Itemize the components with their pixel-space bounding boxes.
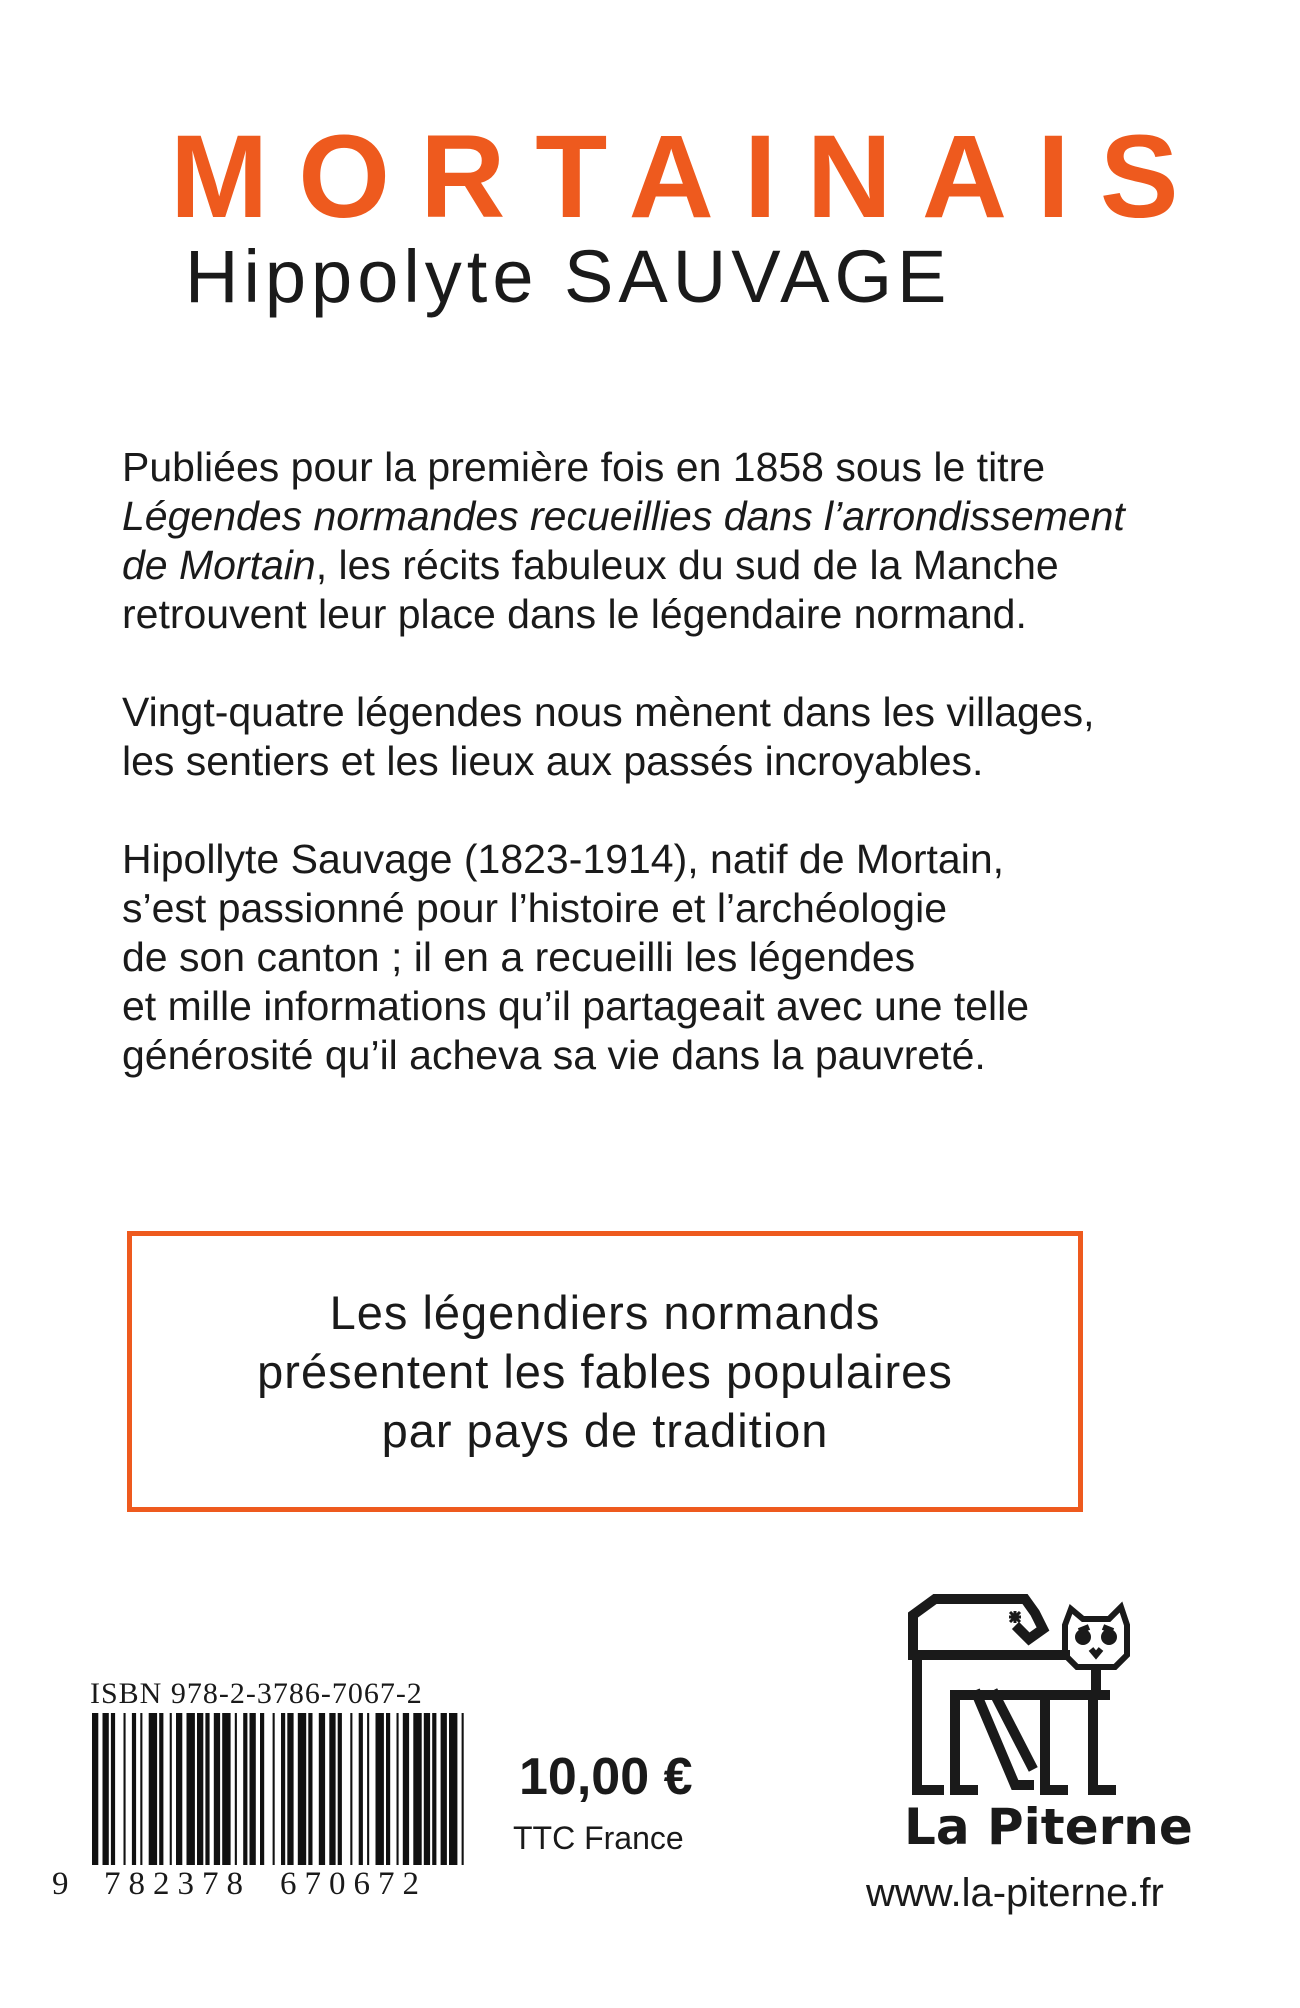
barcode-digit-first: 9 (52, 1866, 77, 1902)
price-note: TTC France (513, 1820, 684, 1856)
blurb-italic-title: Légendes normandes recueillies dans l’arrondissement (122, 493, 1125, 539)
blurb-line: les sentiers et les lieux aux passés incroyables. (122, 738, 984, 784)
publisher-name: La Piterne (904, 1798, 1193, 1856)
blurb-paragraph-1 (122, 443, 1182, 639)
barcode-digits-left: 782378 (104, 1866, 251, 1902)
publisher-logo-icon (895, 1585, 1175, 1805)
blurb-italic-title-end: de Mortain (122, 542, 316, 588)
series-tagline-box (127, 1231, 1083, 1512)
blurb-line: générosité qu’il acheva sa vie dans la pauvreté. (122, 1032, 986, 1078)
book-author: Hippolyte SAUVAGE (185, 235, 952, 318)
blurb-paragraph-3 (122, 835, 1182, 1080)
tagline-line: Les légendiers normands (329, 1286, 881, 1339)
book-title: MORTAINAIS (170, 111, 1209, 243)
price: 10,00 € (519, 1748, 693, 1806)
blurb-line: retrouvent leur place dans le légendaire normand. (122, 591, 1027, 637)
blurb-line: s’est passionné pour l’histoire et l’archéologie (122, 885, 948, 931)
blurb-line: de son canton ; il en a recueilli les légendes (122, 934, 916, 980)
tagline-line: par pays de tradition (381, 1404, 829, 1457)
publisher-website: www.la-piterne.fr (866, 1871, 1164, 1915)
blurb-line (122, 541, 1182, 590)
blurb-line: et mille informations qu’il partageait avec une telle (122, 983, 1030, 1029)
tagline-line: présentent les fables populaires (257, 1345, 953, 1398)
blurb-line-rest: , les récits fabuleux du sud de la Manche (315, 542, 1059, 588)
isbn-label: ISBN 978-2-3786-7067-2 (90, 1677, 423, 1710)
barcode-digits-right: 670672 (280, 1866, 427, 1902)
blurb-line: Vingt-quatre légendes nous mènent dans les villages, (122, 689, 1095, 735)
back-cover-blurb (122, 443, 1182, 1129)
blurb-paragraph-2 (122, 688, 1182, 786)
blurb-line: Hipollyte Sauvage (1823-1914), natif de Mortain, (122, 836, 1005, 882)
blurb-line: Publiées pour la première fois en 1858 sous le titre (122, 444, 1046, 490)
barcode-icon (88, 1713, 468, 1865)
